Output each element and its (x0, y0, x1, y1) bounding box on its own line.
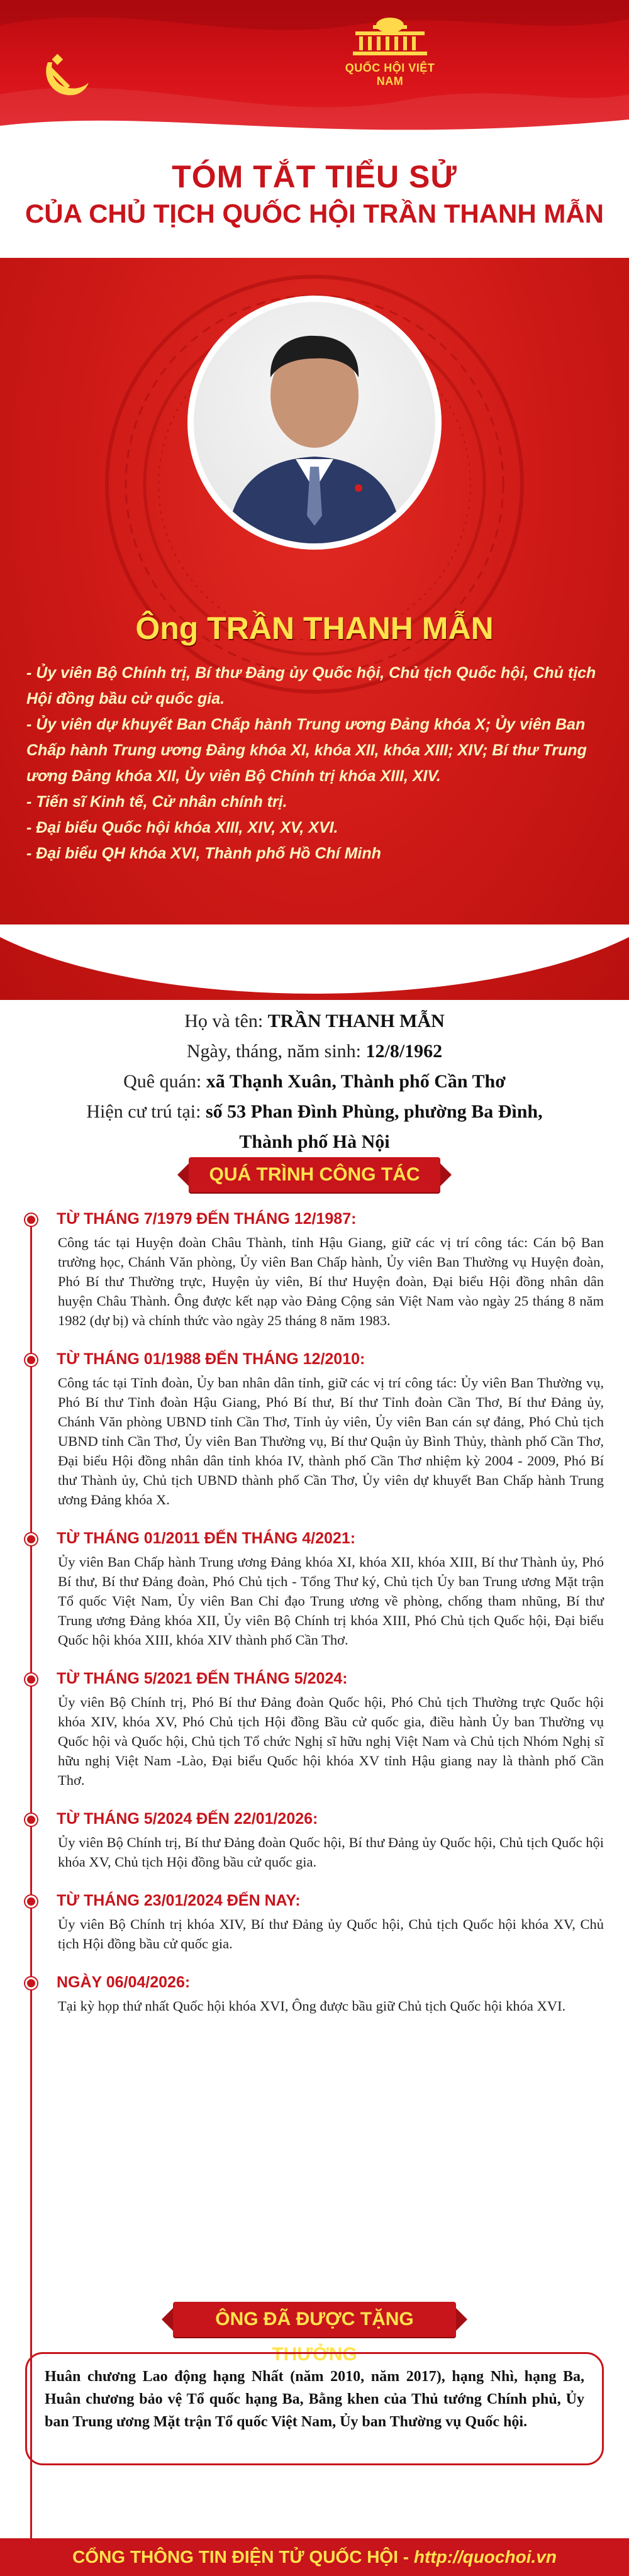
residence-value-2: Thành phố Hà Nội (239, 1131, 390, 1152)
timeline-dot (25, 1814, 37, 1826)
page-title (0, 157, 629, 231)
name-label: Họ và tên: (184, 1011, 264, 1031)
awards-heading: ÔNG ĐÃ ĐƯỢC TẶNG THƯỞNG (173, 2302, 456, 2337)
role-item: - Ủy viên dự khuyết Ban Chấp hành Trung ương Đảng khóa X; Ủy viên Ban Chấp hành Trung ương Đảng khóa XI, khóa XII, khóa XIII; XIV; Bí thư Trung ương Đảng khóa XII, Ủy viên Bộ Chính trị khóa XIII, XIV. (26, 716, 587, 785)
person-silhouette-icon (194, 302, 435, 543)
hometown-value: xã Thạnh Xuân, Thành phố Cần Thơ (206, 1071, 506, 1092)
red-flag-background (0, 0, 629, 145)
timeline-item (25, 1208, 604, 1330)
career-timeline (25, 1208, 604, 2016)
national-assembly-logo[interactable] (333, 14, 447, 88)
timeline-dot (25, 1354, 37, 1366)
timeline-item (25, 1971, 604, 2016)
timeline-dot (25, 1214, 37, 1226)
timeline-period: TỪ THÁNG 01/2011 ĐẾN THÁNG 4/2021: (57, 1530, 356, 1547)
role-item: - Đại biểu Quốc hội khóa XIII, XIV, XV, XVI. (26, 819, 338, 836)
timeline-text: Ủy viên Bộ Chính trị khóa XIV, Bí thư Đảng ủy Quốc hội, Chủ tịch Quốc hội khóa XV, Chủ tịch Hội đồng bầu cử quốc gia. (58, 1916, 604, 1951)
band-bottom-curve (0, 924, 629, 1006)
portrait-photo (187, 296, 442, 550)
timeline-item (25, 1348, 604, 1509)
timeline-dot (25, 1896, 37, 1907)
career-heading: QUÁ TRÌNH CÔNG TÁC (189, 1157, 440, 1192)
timeline-dot (25, 1977, 37, 1989)
timeline-text: Tại kỳ họp thứ nhất Quốc hội khóa XVI, Ông được bầu giữ Chủ tịch Quốc hội khóa XVI. (58, 1998, 566, 2014)
dob-value: 12/8/1962 (365, 1041, 443, 1062)
timeline-period: TỪ THÁNG 5/2024 ĐẾN 22/01/2026: (57, 1810, 318, 1828)
portrait-image (194, 302, 435, 543)
logo-text: QUỐC HỘI VIỆT NAM (345, 62, 435, 87)
info-row-residence-cont (0, 1127, 629, 1157)
hometown-label: Quê quán: (123, 1071, 202, 1092)
timeline-period: TỪ THÁNG 7/1979 ĐẾN THÁNG 12/1987: (57, 1210, 357, 1228)
hammer-and-sickle-icon (36, 45, 93, 102)
footer-label: CỔNG THÔNG TIN ĐIỆN TỬ QUỐC HỘI - (72, 2547, 414, 2567)
timeline-text: Ủy viên Bộ Chính trị, Bí thư Đảng đoàn Quốc hội, Bí thư Đảng ủy Quốc hội, Chủ tịch Quốc hội khóa XV, Chủ tịch Hội đồng bầu cử quốc gia. (58, 1835, 604, 1870)
timeline-period: TỪ THÁNG 23/01/2024 ĐẾN NAY: (57, 1892, 301, 1909)
role-item: - Đại biểu QH khóa XVI, Thành phố Hồ Chí Minh (26, 845, 381, 862)
title-line-2: CỦA CHỦ TỊCH QUỐC HỘI TRẦN THANH MẪN (25, 199, 604, 228)
profile-name: Ông TRẦN THANH MẪN (135, 611, 494, 646)
timeline-period: TỪ THÁNG 5/2021 ĐẾN THÁNG 5/2024: (57, 1670, 348, 1687)
dob-label: Ngày, tháng, năm sinh: (186, 1041, 361, 1062)
timeline-dot (25, 1533, 37, 1545)
page-header (0, 0, 629, 145)
residence-value-1: số 53 Phan Đình Phùng, phường Ba Đình, (205, 1101, 543, 1122)
name-value: TRẦN THANH MẪN (267, 1011, 445, 1031)
info-row-hometown (0, 1067, 629, 1097)
timeline-item (25, 1889, 604, 1953)
timeline-item (25, 1667, 604, 1790)
footer-url-link[interactable]: http://quochoi.vn (413, 2547, 557, 2567)
roles-list (26, 660, 605, 867)
info-row-name (0, 1006, 629, 1036)
profile-band (0, 258, 629, 1000)
timeline-text: Ủy viên Ban Chấp hành Trung ương Đảng khóa XI, khóa XII, khóa XIII, Bí thư Thành ủy, Phó Bí thư, Bí thư Đảng đoàn, Phó Chủ tịch - Tổng Thư ký, Chủ tịch Ủy ban Trung ương Mặt trận Tổ quốc Việt Nam, Ủy viên Ban Chỉ đạo Trung ương về phòng, chống tham nhũng, Bí thư Trung ương Đảng khóa XII, Ủy viên Bộ Chính trị khóa XIII, Phó Chủ tịch Quốc hội, Đại biểu Quốc hội khóa XIII, khóa XIV thành phố Cần Thơ. (58, 1554, 604, 1648)
basic-info (0, 1006, 629, 1157)
role-item: - Ủy viên Bộ Chính trị, Bí thư Đảng ủy Quốc hội, Chủ tịch Quốc hội, Chủ tịch Hội đồng bầu cử quốc gia. (26, 664, 596, 708)
info-row-dob (0, 1036, 629, 1067)
timeline-item (25, 1527, 604, 1650)
page-footer (0, 2538, 629, 2576)
info-row-residence (0, 1097, 629, 1127)
role-item: - Tiến sĩ Kinh tế, Cử nhân chính trị. (26, 793, 287, 811)
title-line-1: TÓM TẮT TIỂU SỬ (172, 159, 457, 194)
timeline-text: Ủy viên Bộ Chính trị, Phó Bí thư Đảng đoàn Quốc hội, Phó Chủ tịch Thường trực Quốc hội khóa XIV, khóa XV, Phó Chủ tịch Hội đồng Bầu cử quốc gia, điều hành Ủy ban Thường vụ Quốc hội và Quốc hội, Chủ tịch Tổ chức Nghị sĩ hữu nghị Việt Nam và Chủ tịch Nhóm Nghị sĩ hữu nghị Việt Nam -Lào, Đại biểu Quốc hội khóa XV tỉnh Hậu giang nay là thành phố Cần Thơ. (58, 1694, 604, 1788)
residence-label: Hiện cư trú tại: (86, 1101, 201, 1122)
awards-box: Huân chương Lao động hạng Nhất (năm 2010, năm 2017), hạng Nhì, hạng Ba, Huân chương bảo vệ Tổ quốc hạng Ba, Bằng khen của Thủ tướng Chính phủ, Ủy ban Trung ương Mặt trận Tổ quốc Việt Nam, Ủy ban Thường vụ Quốc hội. (25, 2352, 604, 2465)
timeline-item (25, 1807, 604, 1872)
timeline-period: TỪ THÁNG 01/1988 ĐẾN THÁNG 12/2010: (57, 1350, 365, 1368)
timeline-period: NGÀY 06/04/2026: (57, 1974, 191, 1991)
timeline-text: Công tác tại Huyện đoàn Châu Thành, tỉnh Hậu Giang, giữ các vị trí công tác: Cán bộ Ban trường học, Chánh Văn phòng, Ủy viên Ban Chấp hành, Ủy viên Ban Thường vụ Huyện đoàn, Phó Bí thư Thường trực, Huyện ủy viên, Bí thư Huyện đoàn, Đại biểu Hội đồng nhân dân huyện Châu Thành. Ông được kết nạp vào Đảng Cộng sản Việt Nam vào ngày 25 tháng 8 năm 1982 (dự bị) và chính thức vào ngày 25 tháng 8 năm 1983. (58, 1235, 604, 1328)
timeline-dot (25, 1674, 37, 1685)
national-assembly-building-icon (349, 14, 431, 58)
timeline-text: Công tác tại Tỉnh đoàn, Ủy ban nhân dân tỉnh, giữ các vị trí công tác: Ủy viên Ban Thường vụ, Phó Bí thư Tỉnh đoàn Hậu Giang, Phó Bí thư, Bí thư Tỉnh đoàn Cần Thơ, Bí thư Đảng ủy, Chánh Văn phòng UBND tỉnh Cần Thơ, Tỉnh ủy viên, Ủy viên Ban cán sự đảng, Phó Chủ tịch UBND tỉnh Cần Thơ, Ủy viên Ban Thường vụ, Bí thư Quận ủy Bình Thủy, thành phố Cần Thơ, Đại biểu Hội đồng nhân dân tỉnh khóa IV, thành phố Cần Thơ nhiệm kỳ 2004 - 2009, Phó Bí thư Thành ủy, Chủ tịch UBND thành phố Cần Thơ, Ủy viên dự khuyết Ban Chấp hành Trung ương Đảng khóa X. (58, 1375, 604, 1507)
